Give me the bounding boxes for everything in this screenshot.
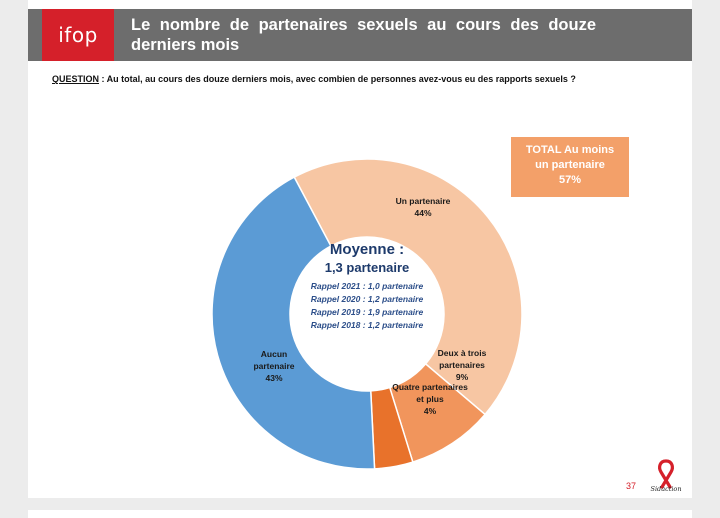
label-un-partenaire xyxy=(383,195,463,219)
rappel-2021: Rappel 2021 : 1,0 partenaire xyxy=(310,281,424,291)
page-title: Le nombre de partenaires sexuels au cours des douze derniers mois xyxy=(131,16,596,54)
label-aucun-name1: Aucun xyxy=(260,349,288,359)
rappel-2018: Rappel 2018 : 1,2 partenaire xyxy=(310,320,424,330)
sidaction-logo-text: Sidaction xyxy=(650,485,682,493)
label-aucun-value: 43% xyxy=(265,373,283,383)
label-deux-trois xyxy=(424,347,500,383)
page-number: 37 xyxy=(625,481,636,491)
label-un-name: Un partenaire xyxy=(395,196,451,206)
total-value: 57% xyxy=(558,174,582,186)
label-aucun xyxy=(238,348,310,384)
label-deux-value: 9% xyxy=(455,372,469,382)
label-un-value: 44% xyxy=(414,208,432,218)
next-slide-edge xyxy=(28,510,692,518)
rappel-2019: Rappel 2019 : 1,9 partenaire xyxy=(310,307,424,317)
rappel-2020: Rappel 2020 : 1,2 partenaire xyxy=(310,294,424,304)
label-quatre-name2: et plus xyxy=(416,394,444,404)
label-quatre-plus xyxy=(384,381,476,417)
label-deux-name2: partenaires xyxy=(439,360,485,370)
label-deux-name1: Deux à trois xyxy=(437,348,487,358)
logo-text: ifop xyxy=(58,23,98,47)
question-body: : Au total, au cours des douze derniers mois, avec combien de personnes avez-vous eu des rapports sexuels ? xyxy=(99,74,576,84)
question-lead: QUESTION xyxy=(52,74,100,84)
average-value: 1,3 partenaire xyxy=(324,260,410,275)
average-block xyxy=(292,240,442,332)
label-quatre-name1: Quatre partenaires xyxy=(392,382,468,392)
average-title: Moyenne : xyxy=(329,241,405,258)
label-aucun-name2: partenaire xyxy=(253,361,295,371)
total-line2: un partenaire xyxy=(535,159,605,171)
label-quatre-value: 4% xyxy=(423,406,437,416)
total-line1: TOTAL Au moins xyxy=(525,144,615,156)
